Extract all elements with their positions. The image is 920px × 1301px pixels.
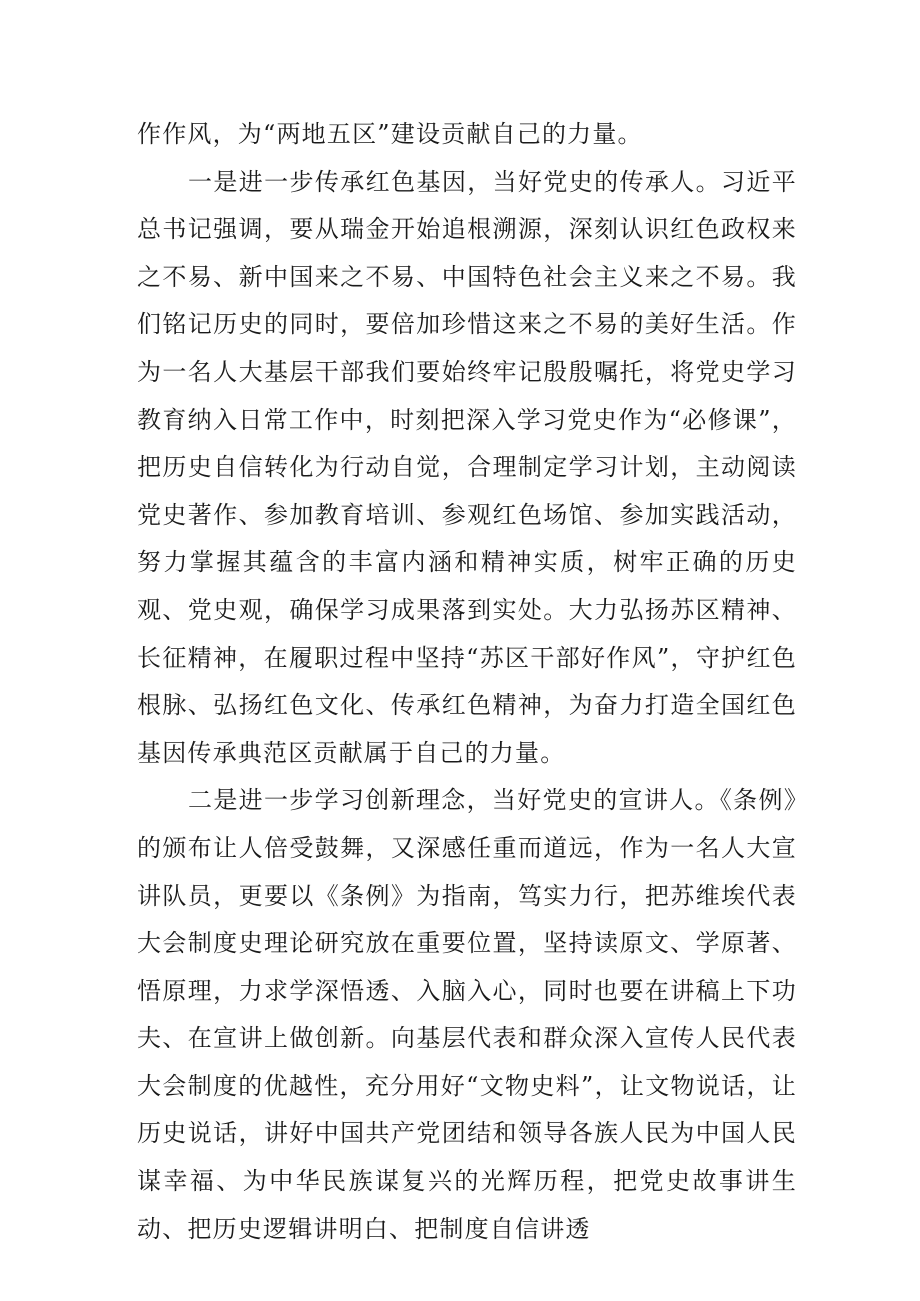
paragraph-one: 一是进一步传承红色基因，当好党史的传承人。习近平总书记强调，要从瑞金开始追根溯源，深刻认识红色政权来之不易、新中国来之不易、中国特色社会主义来之不易。我们铭记历史的同时，要倍加珍惜这来之不易的美好生活。作为一名人大基层干部我们要始终牢记殷殷嘱托，将党史学习教育纳入日常工作中，时刻把深入学习党史作为“必修课”，把历史自信转化为行动自觉，合理制定学习计划，主动阅读党史著作、参加教育培训、参观红色场馆、参加实践活动，努力掌握其蕴含的丰富内涵和精神实质，树牢正确的历史观、党史观，确保学习成果落到实处。大力弘扬苏区精神、长征精神，在履职过程中坚持“苏区干部好作风”，守护红色根脉、弘扬红色文化、传承红色精神，为奋力打造全国红色基因传承典范区贡献属于自己的力量。 [137, 167, 797, 767]
body-text [137, 111, 797, 1253]
paragraph-two: 二是进一步学习创新理念，当好党史的宣讲人。《条例》的颁布让人倍受鼓舞，又深感任重而道远，作为一名人大宣讲队员，更要以《条例》为指南，笃实力行，把苏维埃代表大会制度史理论研究放在重要位置，坚持读原文、学原著、悟原理，力求学深悟透、入脑入心，同时也要在讲稿上下功夫、在宣讲上做创新。向基层代表和群众深入宣传人民代表大会制度的优越性，充分用好“文物史料”，让文物说话，让历史说话，讲好中国共产党团结和领导各族人民为中国人民谋幸福、为中华民族谋复兴的光辉历程，把党史故事讲生动、把历史逻辑讲明白、把制度自信讲透 [137, 786, 797, 1243]
paragraph-continuation: 作作风，为“两地五区”建设贡献自己的力量。 [137, 120, 643, 148]
